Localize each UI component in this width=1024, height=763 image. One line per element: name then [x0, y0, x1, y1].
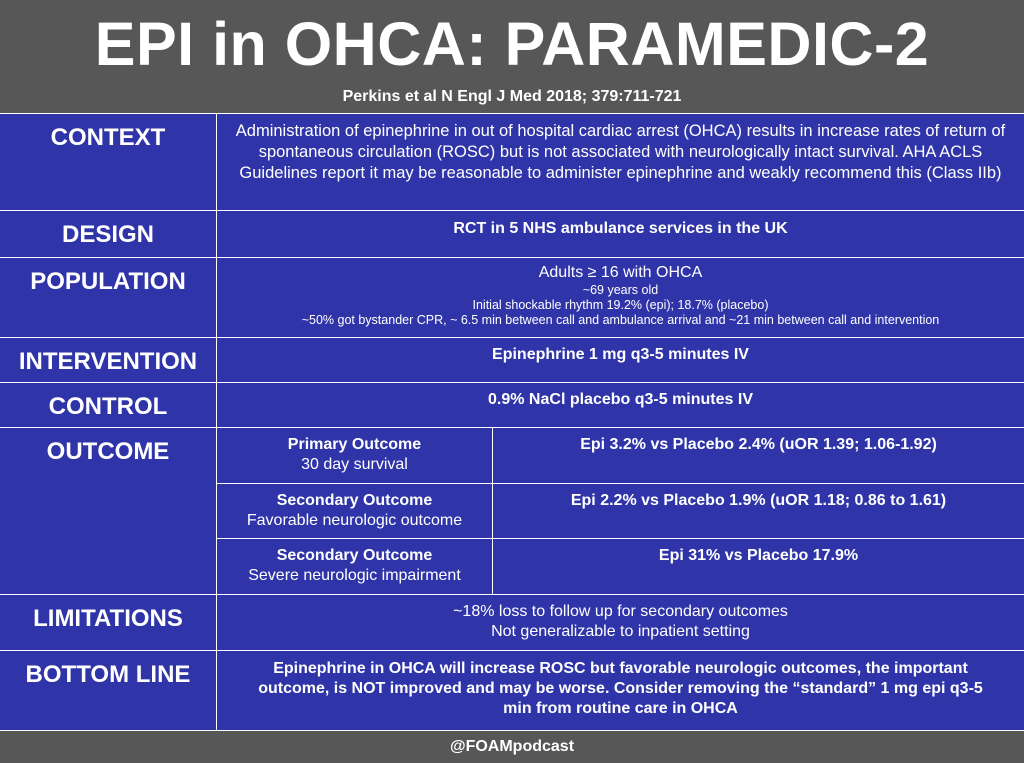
control-text: 0.9% NaCl placebo q3-5 minutes IV: [488, 391, 753, 408]
row-limitations: [0, 595, 1024, 651]
outcome-type: Secondary Outcome: [276, 547, 433, 564]
population-content: [217, 258, 1024, 337]
summary-table: [0, 113, 1024, 731]
population-line: Adults ≥ 16 with OHCA: [538, 264, 703, 281]
intervention-text: Epinephrine 1 mg q3-5 minutes IV: [492, 346, 749, 363]
population-line: ~50% got bystander CPR, ~ 6.5 min between call and ambulance arrival and ~21 min between call and intervention: [301, 313, 940, 327]
row-population: [0, 258, 1024, 338]
outcome-secondary-1: [217, 484, 1024, 539]
row-intervention: [0, 338, 1024, 383]
outcome-result: Epi 31% vs Placebo 17.9%: [658, 547, 859, 564]
row-label: OUTCOME: [0, 428, 217, 594]
row-label: CONTROL: [0, 383, 217, 427]
outcome-type: Secondary Outcome: [276, 492, 433, 509]
row-context: [0, 113, 1024, 211]
outcome-result: Epi 3.2% vs Placebo 2.4% (uOR 1.39; 1.06-1.92): [580, 436, 937, 453]
row-design: [0, 211, 1024, 258]
population-line: ~69 years old: [582, 283, 659, 297]
outcome-primary: [217, 428, 1024, 484]
outcome-type: Primary Outcome: [287, 436, 422, 453]
row-outcome: [0, 428, 1024, 595]
row-control: [0, 383, 1024, 428]
row-label: CONTEXT: [0, 114, 217, 210]
population-line: Initial shockable rhythm 19.2% (epi); 18.7% (placebo): [472, 298, 769, 312]
row-label: BOTTOM LINE: [0, 651, 217, 730]
footer-handle: @FOAMpodcast: [449, 738, 575, 755]
citation: Perkins et al N Engl J Med 2018; 379:711-721: [342, 88, 682, 105]
design-text: RCT in 5 NHS ambulance services in the UK: [453, 220, 788, 237]
limitations-line: Not generalizable to inpatient setting: [491, 623, 750, 640]
row-label: DESIGN: [0, 211, 217, 257]
page-title: EPI in OHCA: PARAMEDIC-2: [94, 10, 930, 78]
outcome-type-cell: [217, 484, 493, 538]
context-text: Administration of epinephrine in out of hospital cardiac arrest (OHCA) results in increase rates of return of spontaneous circulation (ROSC) but is not associated with neurologically intact survival. AHA ACLS Guidelines report it may be reasonable to administer epinephrine and weakly recommend this (Class IIb): [235, 122, 1006, 182]
row-label: POPULATION: [0, 258, 217, 337]
row-label: LIMITATIONS: [0, 595, 217, 650]
outcome-secondary-2: [217, 539, 1024, 594]
outcome-measure: Favorable neurologic outcome: [246, 512, 463, 529]
limitations-line: ~18% loss to follow up for secondary outcomes: [453, 603, 788, 620]
outcome-type-cell: [217, 428, 493, 483]
row-bottom-line: [0, 651, 1024, 731]
outcome-measure: 30 day survival: [301, 456, 408, 473]
row-label: INTERVENTION: [0, 338, 217, 382]
outcome-measure: Severe neurologic impairment: [248, 567, 461, 584]
bottom-line-text: Epinephrine in OHCA will increase ROSC but favorable neurologic outcomes, the important outcome, is NOT improved and may be worse. Consider removing the “standard” 1 mg epi q3-5 min from routine care in OHCA: [258, 660, 983, 717]
outcome-result: Epi 2.2% vs Placebo 1.9% (uOR 1.18; 0.86 to 1.61): [570, 492, 947, 509]
limitations-content: [217, 595, 1024, 650]
outcome-type-cell: [217, 539, 493, 594]
